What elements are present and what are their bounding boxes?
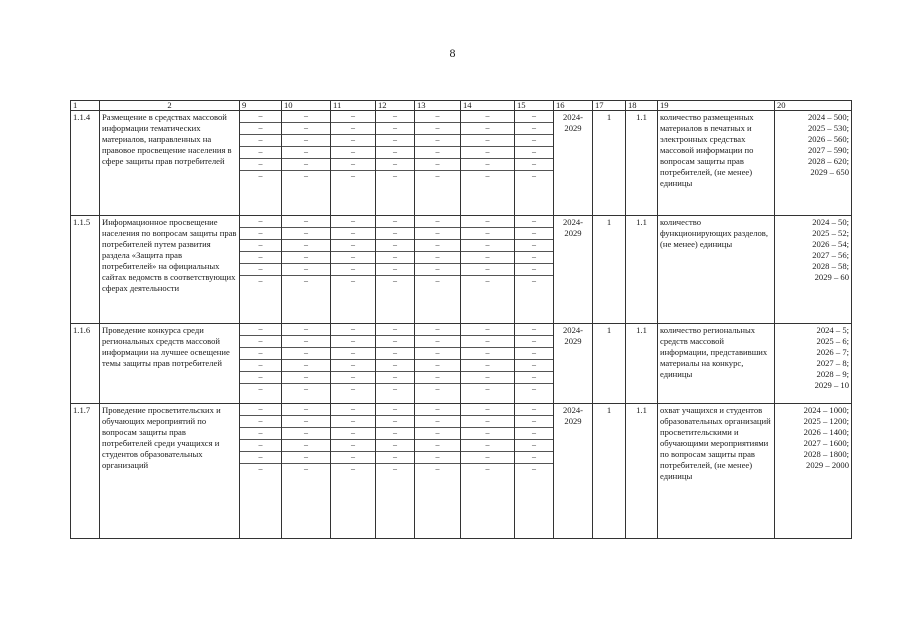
dash-value: – (376, 404, 414, 416)
dash-value: – (415, 228, 460, 240)
target-value: 2028 – 1800; (803, 449, 849, 459)
header-cell: 11 (331, 101, 376, 111)
dash-value: – (515, 252, 553, 264)
dash-value: – (415, 240, 460, 252)
funding-cell (376, 324, 415, 404)
dash-value: – (515, 147, 553, 159)
funding-cell (240, 404, 282, 539)
dash-value: – (415, 252, 460, 264)
dash-value: – (435, 384, 440, 393)
target-values (775, 111, 852, 216)
dash-value: – (240, 135, 281, 147)
funding-cell (240, 216, 282, 324)
dash-value: – (240, 252, 281, 264)
dash-value: – (461, 264, 514, 276)
dash-value: – (532, 171, 536, 180)
dash-value: – (240, 240, 281, 252)
target-value: 2029 – 2000 (806, 460, 849, 470)
target-value: 2024 – 500; (807, 112, 849, 122)
col18-cell: 1.1 (626, 111, 658, 216)
dash-value: – (376, 324, 414, 336)
dash-value: – (415, 135, 460, 147)
dash-value: – (304, 171, 308, 180)
dash-value: – (331, 123, 375, 135)
dash-value: – (485, 384, 490, 393)
dash-value: – (435, 171, 440, 180)
dash-value: – (331, 147, 375, 159)
dash-value: – (515, 135, 553, 147)
header-cell: 14 (461, 101, 515, 111)
dash-value: – (415, 336, 460, 348)
dash-value: – (415, 452, 460, 464)
period-cell: 2024-2029 (554, 111, 593, 216)
dash-value: – (331, 372, 375, 384)
funding-cell (515, 324, 554, 404)
indicator-cell: количество функционирующих разделов, (не менее) единицы (658, 216, 775, 324)
dash-value: – (461, 135, 514, 147)
funding-cell (282, 324, 331, 404)
header-cell: 1 (71, 101, 100, 111)
dash-value: – (304, 276, 308, 285)
dash-value: – (415, 147, 460, 159)
dash-value: – (461, 416, 514, 428)
dash-value: – (515, 452, 553, 464)
table-row (71, 404, 852, 539)
target-value: 2025 – 530; (807, 123, 849, 133)
dash-value: – (240, 336, 281, 348)
funding-cell (515, 111, 554, 216)
funding-cell (282, 404, 331, 539)
dash-value: – (461, 123, 514, 135)
table-row (71, 216, 852, 324)
dash-value: – (331, 228, 375, 240)
col18-cell: 1.1 (626, 404, 658, 539)
dash-value: – (515, 404, 553, 416)
target-value: 2028 – 9; (816, 369, 849, 379)
dash-value: – (351, 276, 355, 285)
dash-value: – (461, 324, 514, 336)
dash-value: – (393, 276, 397, 285)
item-code: 1.1.6 (71, 324, 100, 404)
dash-value: – (461, 440, 514, 452)
dash-value: – (376, 135, 414, 147)
dash-value: – (461, 360, 514, 372)
dash-value: – (415, 111, 460, 123)
dash-value: – (282, 135, 330, 147)
funding-cell (415, 216, 461, 324)
target-value: 2024 – 1000; (803, 405, 849, 415)
dash-value: – (331, 216, 375, 228)
dash-value: – (282, 452, 330, 464)
dash-value: – (351, 384, 355, 393)
item-code: 1.1.7 (71, 404, 100, 539)
dash-value: – (376, 360, 414, 372)
funding-cell (240, 111, 282, 216)
dash-value: – (282, 240, 330, 252)
funding-cell (461, 111, 515, 216)
dash-value: – (393, 384, 397, 393)
target-value: 2029 – 10 (814, 380, 849, 390)
item-name: Информационное просвещение населения по вопросам защиты прав потребителей путем развития раздела «Защита прав потребителей» на официальных сайтах ведомств в соответствующих сферах деятельности (100, 216, 240, 324)
dash-value: – (461, 336, 514, 348)
dash-value: – (331, 452, 375, 464)
dash-value: – (240, 372, 281, 384)
funding-cell (376, 404, 415, 539)
dash-value: – (376, 336, 414, 348)
dash-value: – (461, 240, 514, 252)
dash-value: – (515, 348, 553, 360)
table-row (71, 324, 852, 404)
dash-value: – (258, 464, 263, 473)
dash-value: – (393, 464, 397, 473)
dash-value: – (376, 123, 414, 135)
target-value: 2024 – 5; (816, 325, 849, 335)
dash-value: – (515, 360, 553, 372)
target-value: 2029 – 60 (814, 272, 849, 282)
dash-value: – (415, 216, 460, 228)
table-row (71, 111, 852, 216)
target-values (775, 324, 852, 404)
funding-cell (282, 111, 331, 216)
target-value: 2026 – 7; (816, 347, 849, 357)
target-values (775, 404, 852, 539)
funding-cell (376, 216, 415, 324)
dash-value: – (282, 123, 330, 135)
col17-cell: 1 (593, 324, 626, 404)
dash-value: – (331, 440, 375, 452)
header-cell: 10 (282, 101, 331, 111)
header-cell: 2 (100, 101, 240, 111)
dash-value: – (415, 428, 460, 440)
target-value: 2027 – 56; (812, 250, 849, 260)
col18-cell: 1.1 (626, 216, 658, 324)
dash-value: – (532, 464, 536, 473)
dash-value: – (485, 276, 490, 285)
target-value: 2028 – 620; (807, 156, 849, 166)
target-value: 2026 – 54; (812, 239, 849, 249)
funding-cell (331, 216, 376, 324)
funding-cell (331, 324, 376, 404)
dash-value: – (240, 159, 281, 171)
dash-value: – (415, 372, 460, 384)
dash-value: – (415, 416, 460, 428)
indicator-cell: охват учащихся и студентов образовательных организаций просветительскими и обучающими мероприятиями по вопросам защиты прав потребителей, (не менее) единицы (658, 404, 775, 539)
dash-value: – (485, 464, 490, 473)
funding-cell (415, 111, 461, 216)
dash-value: – (461, 216, 514, 228)
dash-value: – (461, 111, 514, 123)
dash-value: – (240, 452, 281, 464)
dash-value: – (331, 324, 375, 336)
target-value: 2026 – 1400; (803, 427, 849, 437)
dash-value: – (376, 252, 414, 264)
header-cell: 16 (554, 101, 593, 111)
period-cell: 2024-2029 (554, 324, 593, 404)
dash-value: – (240, 147, 281, 159)
col17-cell: 1 (593, 111, 626, 216)
dash-value: – (435, 276, 440, 285)
dash-value: – (515, 228, 553, 240)
dash-value: – (282, 360, 330, 372)
dash-value: – (240, 428, 281, 440)
dash-value: – (304, 384, 308, 393)
dash-value: – (240, 228, 281, 240)
col17-cell: 1 (593, 216, 626, 324)
dash-value: – (376, 428, 414, 440)
dash-value: – (532, 276, 536, 285)
header-row (71, 101, 852, 111)
funding-cell (331, 111, 376, 216)
dash-value: – (282, 404, 330, 416)
funding-cell (240, 324, 282, 404)
dash-value: – (461, 252, 514, 264)
dash-value: – (415, 159, 460, 171)
funding-cell (282, 216, 331, 324)
item-name: Размещение в средствах массовой информации тематических материалов, направленных на правовое просвещение населения в сфере защиты прав потребителей (100, 111, 240, 216)
dash-value: – (461, 228, 514, 240)
dash-value: – (331, 348, 375, 360)
dash-value: – (376, 416, 414, 428)
item-code: 1.1.5 (71, 216, 100, 324)
dash-value: – (376, 372, 414, 384)
dash-value: – (282, 147, 330, 159)
indicator-cell: количество размещенных материалов в печатных и электронных средствах массовой информации по вопросам защиты прав потребителей, (не менее) единицы (658, 111, 775, 216)
dash-value: – (515, 428, 553, 440)
dash-value: – (515, 416, 553, 428)
funding-cell (376, 111, 415, 216)
header-cell: 15 (515, 101, 554, 111)
target-value: 2029 – 650 (810, 167, 849, 177)
dash-value: – (240, 440, 281, 452)
target-value: 2026 – 560; (807, 134, 849, 144)
dash-value: – (304, 464, 308, 473)
dash-value: – (515, 123, 553, 135)
dash-value: – (240, 416, 281, 428)
page-number: 8 (449, 46, 456, 60)
dash-value: – (461, 348, 514, 360)
dash-value: – (258, 276, 263, 285)
dash-value: – (515, 440, 553, 452)
dash-value: – (376, 159, 414, 171)
dash-value: – (282, 428, 330, 440)
dash-value: – (282, 336, 330, 348)
dash-value: – (376, 452, 414, 464)
dash-value: – (515, 372, 553, 384)
dash-value: – (376, 216, 414, 228)
dash-value: – (515, 264, 553, 276)
period-cell: 2024-2029 (554, 404, 593, 539)
program-table (70, 100, 852, 539)
funding-cell (515, 404, 554, 539)
dash-value: – (282, 348, 330, 360)
dash-value: – (331, 159, 375, 171)
dash-value: – (515, 216, 553, 228)
dash-value: – (532, 384, 536, 393)
dash-value: – (376, 240, 414, 252)
dash-value: – (461, 372, 514, 384)
dash-value: – (282, 440, 330, 452)
dash-value: – (351, 464, 355, 473)
item-name: Проведение просветительских и обучающих мероприятий по вопросам защиты прав потребителей среди учащихся и студентов образовательных организаций (100, 404, 240, 539)
dash-value: – (331, 252, 375, 264)
dash-value: – (331, 360, 375, 372)
dash-value: – (461, 404, 514, 416)
dash-value: – (461, 428, 514, 440)
header-cell: 17 (593, 101, 626, 111)
indicator-cell: количество региональных средств массовой информации, представивших материалы на конкурс, единицы (658, 324, 775, 404)
dash-value: – (331, 416, 375, 428)
dash-value: – (258, 171, 263, 180)
dash-value: – (240, 264, 281, 276)
col17-cell: 1 (593, 404, 626, 539)
dash-value: – (282, 216, 330, 228)
dash-value: – (376, 111, 414, 123)
dash-value: – (485, 171, 490, 180)
dash-value: – (258, 384, 263, 393)
funding-cell (515, 216, 554, 324)
dash-value: – (415, 348, 460, 360)
dash-value: – (331, 404, 375, 416)
dash-value: – (515, 336, 553, 348)
dash-value: – (331, 336, 375, 348)
dash-value: – (376, 440, 414, 452)
funding-cell (415, 404, 461, 539)
dash-value: – (515, 159, 553, 171)
target-value: 2027 – 8; (816, 358, 849, 368)
dash-value: – (376, 147, 414, 159)
dash-value: – (331, 240, 375, 252)
header-cell: 19 (658, 101, 775, 111)
dash-value: – (282, 324, 330, 336)
dash-value: – (240, 111, 281, 123)
funding-cell (415, 324, 461, 404)
target-value: 2024 – 50; (812, 217, 849, 227)
dash-value: – (376, 264, 414, 276)
header-cell: 20 (775, 101, 852, 111)
dash-value: – (282, 372, 330, 384)
dash-value: – (393, 171, 397, 180)
target-value: 2025 – 6; (816, 336, 849, 346)
header-cell: 12 (376, 101, 415, 111)
dash-value: – (415, 404, 460, 416)
dash-value: – (461, 159, 514, 171)
dash-value: – (282, 111, 330, 123)
dash-value: – (415, 123, 460, 135)
period-cell: 2024-2029 (554, 216, 593, 324)
target-value: 2025 – 52; (812, 228, 849, 238)
funding-cell (461, 324, 515, 404)
dash-value: – (240, 324, 281, 336)
dash-value: – (351, 171, 355, 180)
dash-value: – (331, 428, 375, 440)
funding-cell (461, 216, 515, 324)
dash-value: – (331, 111, 375, 123)
dash-value: – (331, 135, 375, 147)
target-values (775, 216, 852, 324)
dash-value: – (240, 404, 281, 416)
dash-value: – (461, 452, 514, 464)
funding-cell (461, 404, 515, 539)
dash-value: – (376, 348, 414, 360)
dash-value: – (240, 123, 281, 135)
target-value: 2028 – 58; (812, 261, 849, 271)
dash-value: – (515, 240, 553, 252)
dash-value: – (240, 348, 281, 360)
dash-value: – (282, 228, 330, 240)
dash-value: – (415, 360, 460, 372)
item-name: Проведение конкурса среди региональных средств массовой информации на лучшее освещение темы защиты прав потребителей (100, 324, 240, 404)
header-cell: 9 (240, 101, 282, 111)
dash-value: – (435, 464, 440, 473)
header-cell: 18 (626, 101, 658, 111)
item-code: 1.1.4 (71, 111, 100, 216)
dash-value: – (240, 216, 281, 228)
dash-value: – (282, 252, 330, 264)
dash-value: – (415, 264, 460, 276)
dash-value: – (282, 159, 330, 171)
dash-value: – (240, 360, 281, 372)
dash-value: – (376, 228, 414, 240)
dash-value: – (515, 111, 553, 123)
funding-cell (331, 404, 376, 539)
dash-value: – (515, 324, 553, 336)
target-value: 2027 – 1600; (803, 438, 849, 448)
dash-value: – (415, 324, 460, 336)
target-value: 2025 – 1200; (803, 416, 849, 426)
dash-value: – (282, 416, 330, 428)
target-value: 2027 – 590; (807, 145, 849, 155)
dash-value: – (331, 264, 375, 276)
col18-cell: 1.1 (626, 324, 658, 404)
dash-value: – (282, 264, 330, 276)
header-cell: 13 (415, 101, 461, 111)
dash-value: – (461, 147, 514, 159)
dash-value: – (415, 440, 460, 452)
